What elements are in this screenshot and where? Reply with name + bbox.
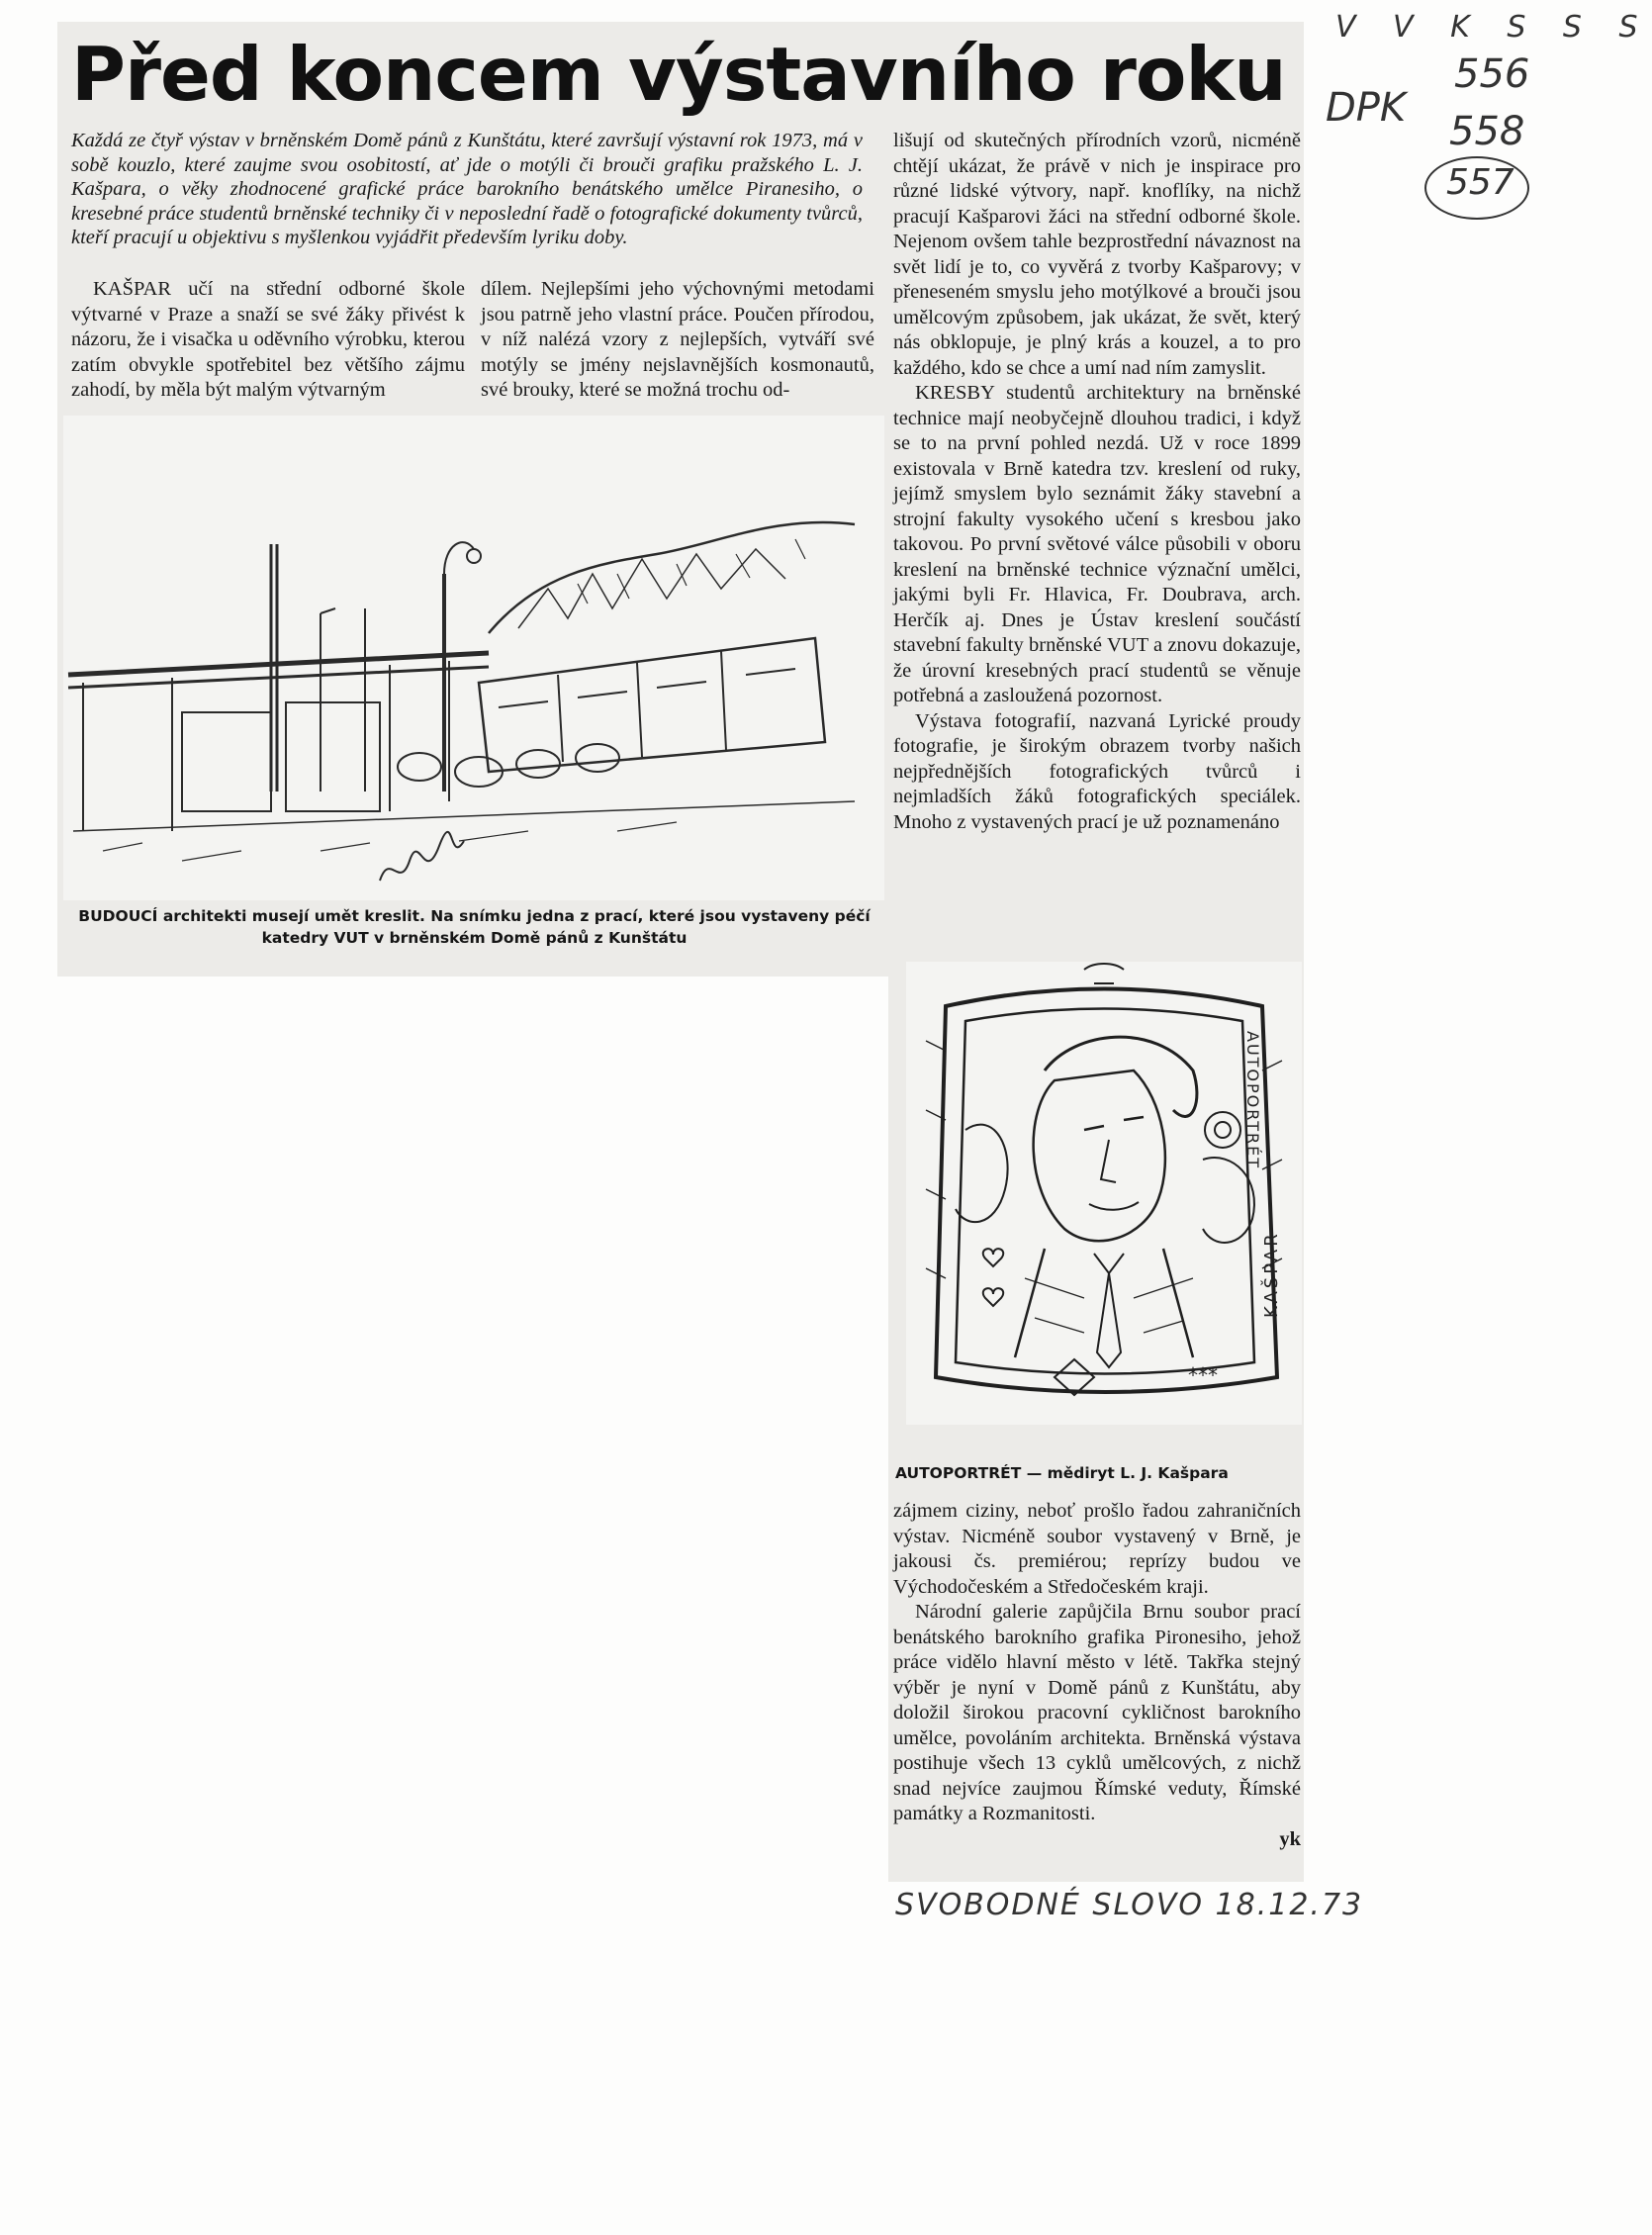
paragraph-piranesi: Národní galerie zapůjčila Brnu soubor prací benátského barokního grafika Pironesiho, jehož práce vidělo hlavní město v létě. Takřka stejný výběr je nyní v Domě pánů z Kunštátu, aby doložil širokou pracovní cykličnost barokního umělce, povoláním architekta. Brněnská výstava postihuje všech 13 cyklů umělcových, z nichž snad nejvíce zaujmou Římské veduty, Římské památky a Rozmanitosti. (893, 1601, 1301, 1824)
engraving-self-portrait (906, 962, 1302, 1425)
article-column-3-bottom (893, 1499, 1301, 1852)
article-column-2 (481, 277, 874, 404)
article-column-1 (71, 277, 465, 404)
paragraph-cizina: zájmem ciziny, neboť prošlo řadou zahraničních výstav. Nicméně soubor vystavený v Brně, je jakousi čs. premiérou; reprízy budou ve Východočeském a Středočeském kraji. (893, 1500, 1301, 1598)
paragraph-kresby: KRESBY studentů architektury na brněnské technice mají neobyčejně dlouhou tradici, i když se to na první pohled nezdá. Už v roce 1899 existovala v Brně katedra tzv. kreslení od ruky, jejímž smyslem bylo seznámit žáky stavební a strojní fakulty vysokého učení s kresbou jako takovou. Po první světové válce působili v oboru kreslení na brněnské technice význační umělci, jakými byli Fr. Hlavica, Fr. Doubrava, arch. Herčík aj. Dnes je Ústav kreslení součástí stavební fakulty brněnské VUT a znovu dokazuje, že úrovní kresebných prací studentů se věnuje potřebná a zasloužená pozornost. (893, 382, 1301, 706)
sketch-caption: BUDOUCÍ architekti musejí umět kreslit. Na snímku jedna z prací, které jsou vystaveny péčí katedry VUT v brněnském Domě pánů z Kunštátu (78, 907, 871, 947)
handwritten-number-557: 557 (1446, 162, 1514, 203)
author-signature: yk (1279, 1827, 1301, 1850)
handwritten-number-556: 556 (1454, 51, 1530, 97)
engraving-label-kaspar: KAŠPAR (1261, 1231, 1282, 1318)
handwritten-top-scribble: V V K S S S (1335, 10, 1652, 45)
article-intro: Každá ze čtyř výstav v brněnském Domě pánů z Kunštátu, které završují výstavní rok 1973, má v sobě kouzlo, které zaujme svou osobitostí, ať jde o motýli či brouči grafiku pražského L. J. Kašpara, o věky zhodnocené grafické práce barokního benátského umělce Piranesiho, o kresebné práce studentů brněnské techniky či v neposlední řadě o fotografické dokumenty tvůrců, kteří pracují u objektivu s myšlenkou vyjádřit především lyriku doby. (71, 130, 863, 249)
paragraph-kaspar: KAŠPAR učí na střední odborné škole výtvarné v Praze a snaží se své žáky přivést k názoru, že i visačka u oděvního výrobku, kterou zatím obvykle spotřebitel bez většího zájmu zahodí, by měla být malým výtvarným (71, 278, 465, 401)
paragraph-kaspar-continued: dílem. Nejlepšími jeho výchovnými metodami jsou patrně jeho vlastní práce. Poučen přírodou, v níž nalézá vzory z nejlepších, vytváří své motýly se jmény nejslavnějších kosmonautů, své brouky, které se možná trochu od- (481, 278, 874, 401)
handwritten-dpk: DPK (1326, 85, 1407, 131)
engraving-label-stars: *** (1188, 1363, 1218, 1387)
autoportret-caption: AUTOPORTRÉT — mědiryt L. J. Kašpara (895, 1464, 1229, 1482)
sketch-illustration (63, 416, 884, 900)
paragraph-kaspar-end: lišují od skutečných přírodních vzorů, nicméně chtějí ukázat, že právě v nich je inspirace pro různé lidské výtvory, např. knoflíky, na nichž pracují Kašparovi žáci na střední odborné škole. Nejenom ovšem tahle bezprostřední návaznost na svět lidí je to, co vyvěrá z tvorby Kašparovy; v přeneseném smyslu jeho motýlkové a brouči jsou umělcovým způsobem, jak ukázat, že svět, který nás obklopuje, je plný krás a kouzel, a to pro každého, kdo se chce a umí nad ním zamyslit. (893, 130, 1301, 379)
engraving-label-autoportret: AUTOPORTRÉT (1243, 1031, 1262, 1169)
autoportret-illustration (906, 962, 1302, 1425)
article-column-3-top (893, 129, 1301, 835)
railway-bridge-sketch (63, 416, 884, 900)
handwritten-number-558: 558 (1449, 109, 1525, 154)
handwritten-source: SVOBODNÉ SLOVO 18.12.73 (895, 1888, 1364, 1922)
article-headline: Před koncem výstavního roku (71, 31, 1286, 118)
paragraph-fotografie: Výstava fotografií, nazvaná Lyrické proudy fotografie, je širokým obrazem tvorby našich nejpřednějších fotografických tvůrců i nejmladších žáků fotografických speciálek. Mnoho z vystavených prací je už poznamenáno (893, 709, 1301, 833)
